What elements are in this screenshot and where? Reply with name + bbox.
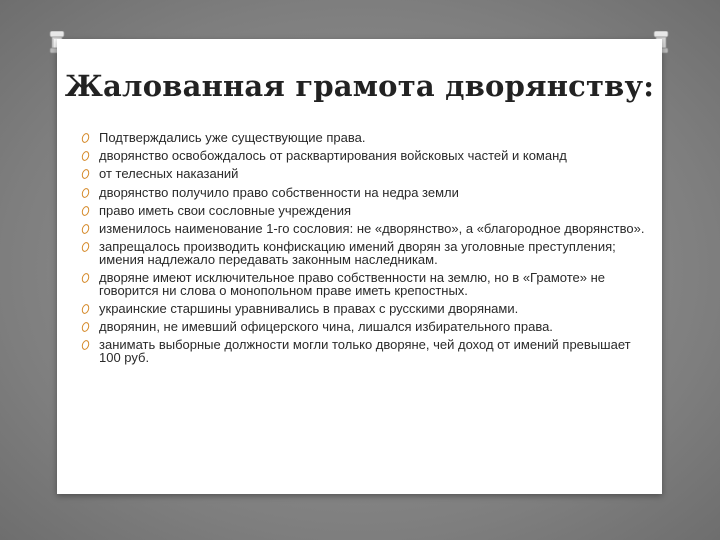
ring-bullet-icon <box>81 340 91 352</box>
list-item <box>82 184 647 200</box>
ring-bullet-icon <box>81 205 91 217</box>
list-item <box>82 303 647 316</box>
list-item <box>82 339 647 364</box>
list-item-text: Подтверждались уже существующие права. <box>99 130 366 145</box>
ring-bullet-icon <box>81 187 91 199</box>
list-item-text: дворянин, не имевший офицерского чина, лишался избирательного права. <box>99 319 553 335</box>
ring-bullet-icon <box>81 169 91 181</box>
list-item-text: право иметь свои сословные учреждения <box>99 202 351 218</box>
list-item-text: от телесных наказаний <box>99 166 239 182</box>
slide-title: Жалованная грамота дворянству: <box>64 69 655 103</box>
list-item <box>82 202 647 218</box>
list-item-text: дворянство получило право собственности на недра земли <box>99 184 459 200</box>
list-item-text: дворянство освобождалось от расквартирования войсковых частей и команд <box>99 148 567 164</box>
list-item-text: занимать выборные должности могли только дворяне, чей доход от имений превышает 100 руб. <box>99 337 631 366</box>
ring-bullet-icon <box>81 150 91 162</box>
list-item <box>82 150 647 163</box>
list-item-text: украинские старшины уравнивались в правах с русскими дворянами. <box>99 301 519 317</box>
list-item <box>82 223 647 236</box>
list-item-text: запрещалось производить конфискацию имений дворян за уголовные преступления; имения надлежало передавать законным наследникам. <box>99 239 616 267</box>
list-item-text: изменилось наименование 1-го сословия: не «дворянство», а «благородное дворянство». <box>99 221 645 237</box>
list-item <box>82 272 647 297</box>
list-item <box>82 321 647 334</box>
ring-bullet-icon <box>81 321 91 333</box>
list-item <box>82 168 647 181</box>
ring-bullet-icon <box>81 303 91 315</box>
slide-card <box>57 39 662 494</box>
ring-bullet-icon <box>81 272 91 284</box>
list-item-text: дворяне имеют исключительное право собственности на землю, но в «Грамоте» не говорится ни слова о монопольном праве иметь крепостных. <box>99 270 605 298</box>
ring-bullet-icon <box>81 132 91 144</box>
ring-bullet-icon <box>81 241 91 253</box>
bullet-list <box>82 132 647 370</box>
list-item <box>82 132 647 145</box>
ring-bullet-icon <box>81 223 91 235</box>
list-item <box>82 241 647 266</box>
